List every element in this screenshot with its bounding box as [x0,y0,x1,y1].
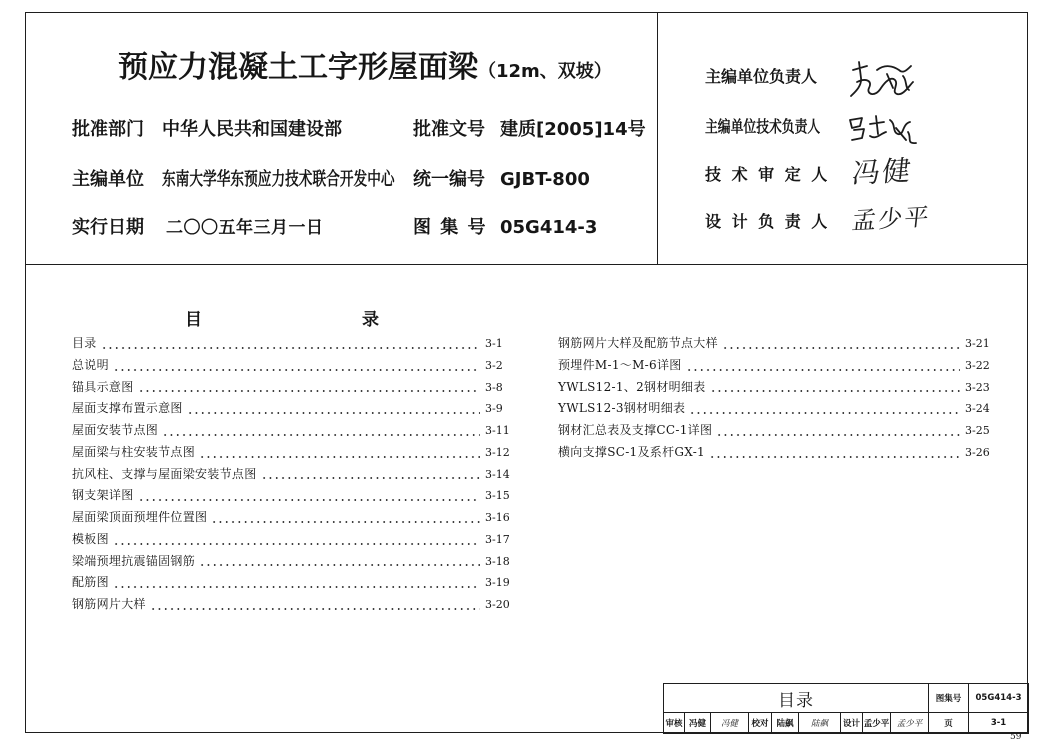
toc-entry [72,464,512,486]
design-label: 设计 [841,713,863,734]
toc-entry [72,420,512,442]
header-column-divider [657,12,658,265]
approval-doc-value: 建质[2005]14号 [500,119,646,140]
toc-entry-title: YWLS12-1、2钢材明细表 [558,379,706,394]
toc-entry [72,442,512,464]
title-block [663,683,1029,734]
atlas-title-sub: （12m、双坡） [478,61,612,82]
toc-entry-page: 3-14 [485,467,510,481]
toc-entry-page: 3-15 [485,489,510,503]
toc-entry-title: 屋面安装节点图 [72,423,159,437]
unified-number-value: GJBT-800 [500,169,590,190]
page-value: 3-1 [969,713,1029,734]
toc-entry [72,507,512,529]
toc-entry-title: 抗风柱、支撑与屋面梁安装节点图 [72,466,257,481]
toc-entry [558,377,993,399]
toc-entry-page: 3-11 [485,424,510,437]
toc-entry-title: 钢筋网片大样 [72,597,146,611]
effective-date-label: 实行日期 [72,217,144,238]
signature-design-head: 孟少平 [850,202,933,235]
signature-chief-unit-head [847,58,919,104]
toc-entry-page: 3-23 [965,380,990,394]
toc-entry-title: 钢筋网片大样及配筋节点大样 [558,336,718,350]
atlas-no-label: 图集号 [929,684,969,713]
toc-entry-page: 3-17 [485,532,510,546]
approval-dept-value: 中华人民共和国建设部 [162,119,342,140]
toc-leader-dots [162,434,480,436]
toc-entry-title: 模板图 [72,531,109,546]
toc-leader-dots [138,390,480,392]
contents-right-column [558,333,993,464]
toc-entry-title: 屋面梁顶面预埋件位置图 [72,510,208,524]
toc-leader-dots [709,456,960,458]
toc-entry [558,333,993,355]
atlas-title-main: 预应力混凝土工字形屋面梁 [118,50,478,85]
toc-entry [72,485,512,507]
toc-entry-title: 锚具示意图 [72,379,134,394]
toc-leader-dots [199,564,480,566]
toc-entry-title: 横向支撑SC-1及系杆GX-1 [558,444,705,459]
role-chief-unit-head: 主编单位负责人 [705,67,818,86]
signature-chief-technical-head [846,110,920,150]
toc-entry-page: 3-8 [485,380,503,394]
editor-unit-label: 主编单位 [72,169,144,190]
approval-dept-label: 批准部门 [72,119,144,140]
toc-entry-page: 3-20 [485,598,510,611]
editor-unit-value: 东南大学华东预应力技术联合开发中心 [162,169,395,190]
toc-leader-dots [113,369,480,371]
unified-number-label: 统一编号 [413,169,485,190]
toc-entry-title: 配筋图 [72,575,109,590]
toc-entry-page: 3-9 [485,402,503,416]
toc-leader-dots [722,347,960,349]
toc-entry-title: 屋面梁与柱安装节点图 [72,444,196,459]
checker-name: 陆飙 [772,713,799,734]
toc-leader-dots [150,608,480,610]
reviewer-signature: 冯健 [711,713,749,734]
toc-entry-page: 3-19 [485,576,510,590]
designer-signature: 孟少平 [891,713,929,734]
toc-entry-page: 3-12 [485,445,510,459]
toc-entry [558,442,993,464]
designer-name: 孟少平 [863,713,891,734]
toc-entry [72,551,512,573]
toc-leader-dots [101,347,480,349]
atlas-title [118,51,612,89]
toc-entry-page: 3-16 [485,511,510,524]
toc-entry-title: YWLS12-3钢材明细表 [558,401,686,416]
toc-entry [72,572,512,594]
toc-entry-page: 3-26 [965,445,990,459]
toc-leader-dots [199,456,480,458]
effective-date-value: 二〇〇五年三月一日 [166,218,324,238]
contents-left-column [72,333,512,616]
page-label: 页 [929,713,969,734]
toc-entry-title: 梁端预埋抗震锚固钢筋 [72,553,196,568]
toc-entry-title: 目录 [72,336,97,350]
atlas-number-value: 05G414-3 [500,217,598,238]
toc-leader-dots [686,369,960,371]
atlas-no-value: 05G414-3 [969,684,1029,713]
atlas-number-label: 图 集 号 [413,217,486,238]
toc-entry-title: 总说明 [72,357,109,372]
toc-entry [72,377,512,399]
toc-entry [72,398,512,420]
toc-leader-dots [716,434,960,436]
toc-leader-dots [138,499,480,501]
toc-entry-page: 3-2 [485,358,503,372]
title-block-title: 目录 [664,684,929,713]
toc-leader-dots [261,477,480,479]
role-design-head: 设 计 负 责 人 [705,212,828,231]
toc-leader-dots [710,390,960,392]
toc-entry [72,355,512,377]
toc-entry [558,420,993,442]
toc-leader-dots [187,412,480,414]
approval-doc-label: 批准文号 [413,119,485,140]
role-chief-technical-head: 主编单位技术负责人 [705,117,821,136]
toc-entry-page: 3-18 [485,554,510,568]
toc-leader-dots [113,543,480,545]
toc-entry [72,333,512,355]
toc-entry-page: 3-1 [485,337,503,350]
toc-entry-page: 3-21 [965,337,990,350]
review-label: 审核 [664,713,685,734]
checker-signature: 陆飙 [799,713,841,734]
check-label: 校对 [749,713,772,734]
toc-leader-dots [689,412,960,414]
toc-leader-dots [211,521,480,523]
toc-entry [72,529,512,551]
role-technical-reviewer: 技 术 审 定 人 [705,165,828,184]
toc-entry-title: 钢支架详图 [72,488,134,503]
toc-entry-page: 3-22 [965,358,990,372]
header-divider [25,264,1028,265]
toc-entry-title: 预埋件M-1～M-6详图 [558,357,682,372]
sheet-page-number: 59 [1010,732,1022,742]
signature-technical-reviewer: 冯健 [850,153,915,190]
contents-heading: 目录 [185,310,539,330]
toc-entry-page: 3-25 [965,424,990,437]
toc-entry [558,355,993,377]
toc-entry [558,398,993,420]
toc-entry-title: 钢材汇总表及支撑CC-1详图 [558,423,713,437]
reviewer-name: 冯健 [685,713,711,734]
toc-entry [72,594,512,616]
toc-entry-page: 3-24 [965,402,990,416]
toc-leader-dots [113,586,480,588]
toc-entry-title: 屋面支撑布置示意图 [72,401,183,416]
